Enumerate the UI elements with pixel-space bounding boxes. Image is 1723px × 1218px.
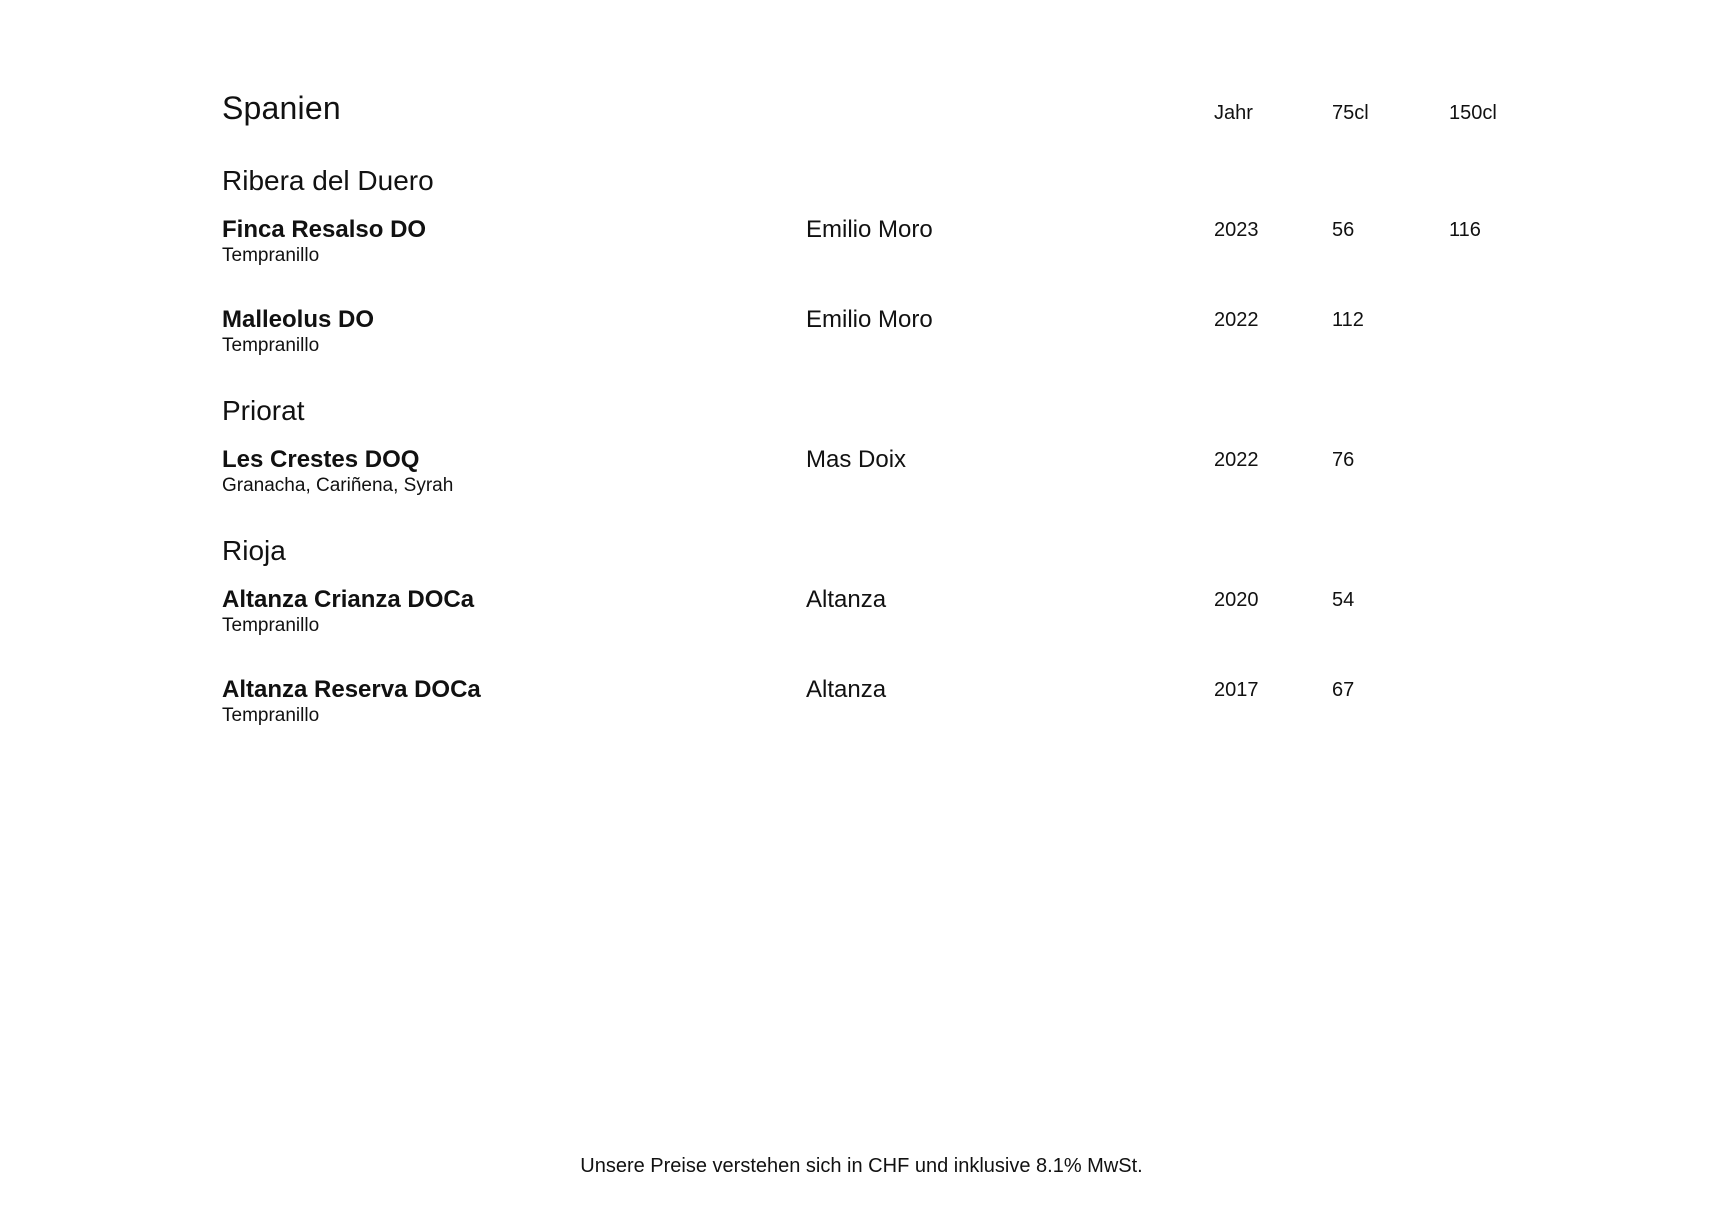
wine-price-150cl: 116 bbox=[1449, 219, 1481, 241]
wine-year: 2023 bbox=[1214, 219, 1259, 241]
wine-year: 2022 bbox=[1214, 309, 1259, 331]
wine-name: Finca Resalso DO bbox=[222, 216, 427, 243]
wine-price-75cl: 112 bbox=[1332, 309, 1364, 331]
wine-grape: Tempranillo bbox=[222, 615, 320, 636]
wine-grape: Tempranillo bbox=[222, 245, 320, 266]
wine-producer: Altanza bbox=[806, 676, 887, 703]
wine-grape: Tempranillo bbox=[222, 705, 320, 726]
country-title: Spanien bbox=[222, 90, 341, 126]
wine-producer: Mas Doix bbox=[806, 446, 907, 473]
wine-price-75cl: 56 bbox=[1332, 219, 1355, 241]
wine-year: 2022 bbox=[1214, 449, 1259, 471]
price-footnote: Unsere Preise verstehen sich in CHF und inklusive 8.1% MwSt. bbox=[580, 1155, 1143, 1177]
wine-year: 2020 bbox=[1214, 589, 1259, 611]
wine-price-75cl: 76 bbox=[1332, 449, 1355, 471]
wine-year: 2017 bbox=[1214, 679, 1259, 701]
column-header-year: Jahr bbox=[1214, 102, 1253, 124]
wine-name: Malleolus DO bbox=[222, 306, 375, 333]
wine-grape: Tempranillo bbox=[222, 335, 320, 356]
wine-name: Altanza Crianza DOCa bbox=[222, 586, 475, 613]
wine-grape: Granacha, Cariñena, Syrah bbox=[222, 475, 454, 496]
region-heading-priorat: Priorat bbox=[222, 395, 305, 426]
wine-producer: Altanza bbox=[806, 586, 887, 613]
region-heading-ribera-del-duero: Ribera del Duero bbox=[222, 165, 434, 196]
wine-price-75cl: 54 bbox=[1332, 589, 1355, 611]
wine-producer: Emilio Moro bbox=[806, 216, 933, 243]
wine-producer: Emilio Moro bbox=[806, 306, 933, 333]
wine-price-75cl: 67 bbox=[1332, 679, 1355, 701]
wine-name: Altanza Reserva DOCa bbox=[222, 676, 481, 703]
wine-name: Les Crestes DOQ bbox=[222, 446, 420, 473]
column-header-75cl: 75cl bbox=[1332, 102, 1369, 124]
column-header-150cl: 150cl bbox=[1449, 102, 1497, 124]
region-heading-rioja: Rioja bbox=[222, 535, 286, 566]
